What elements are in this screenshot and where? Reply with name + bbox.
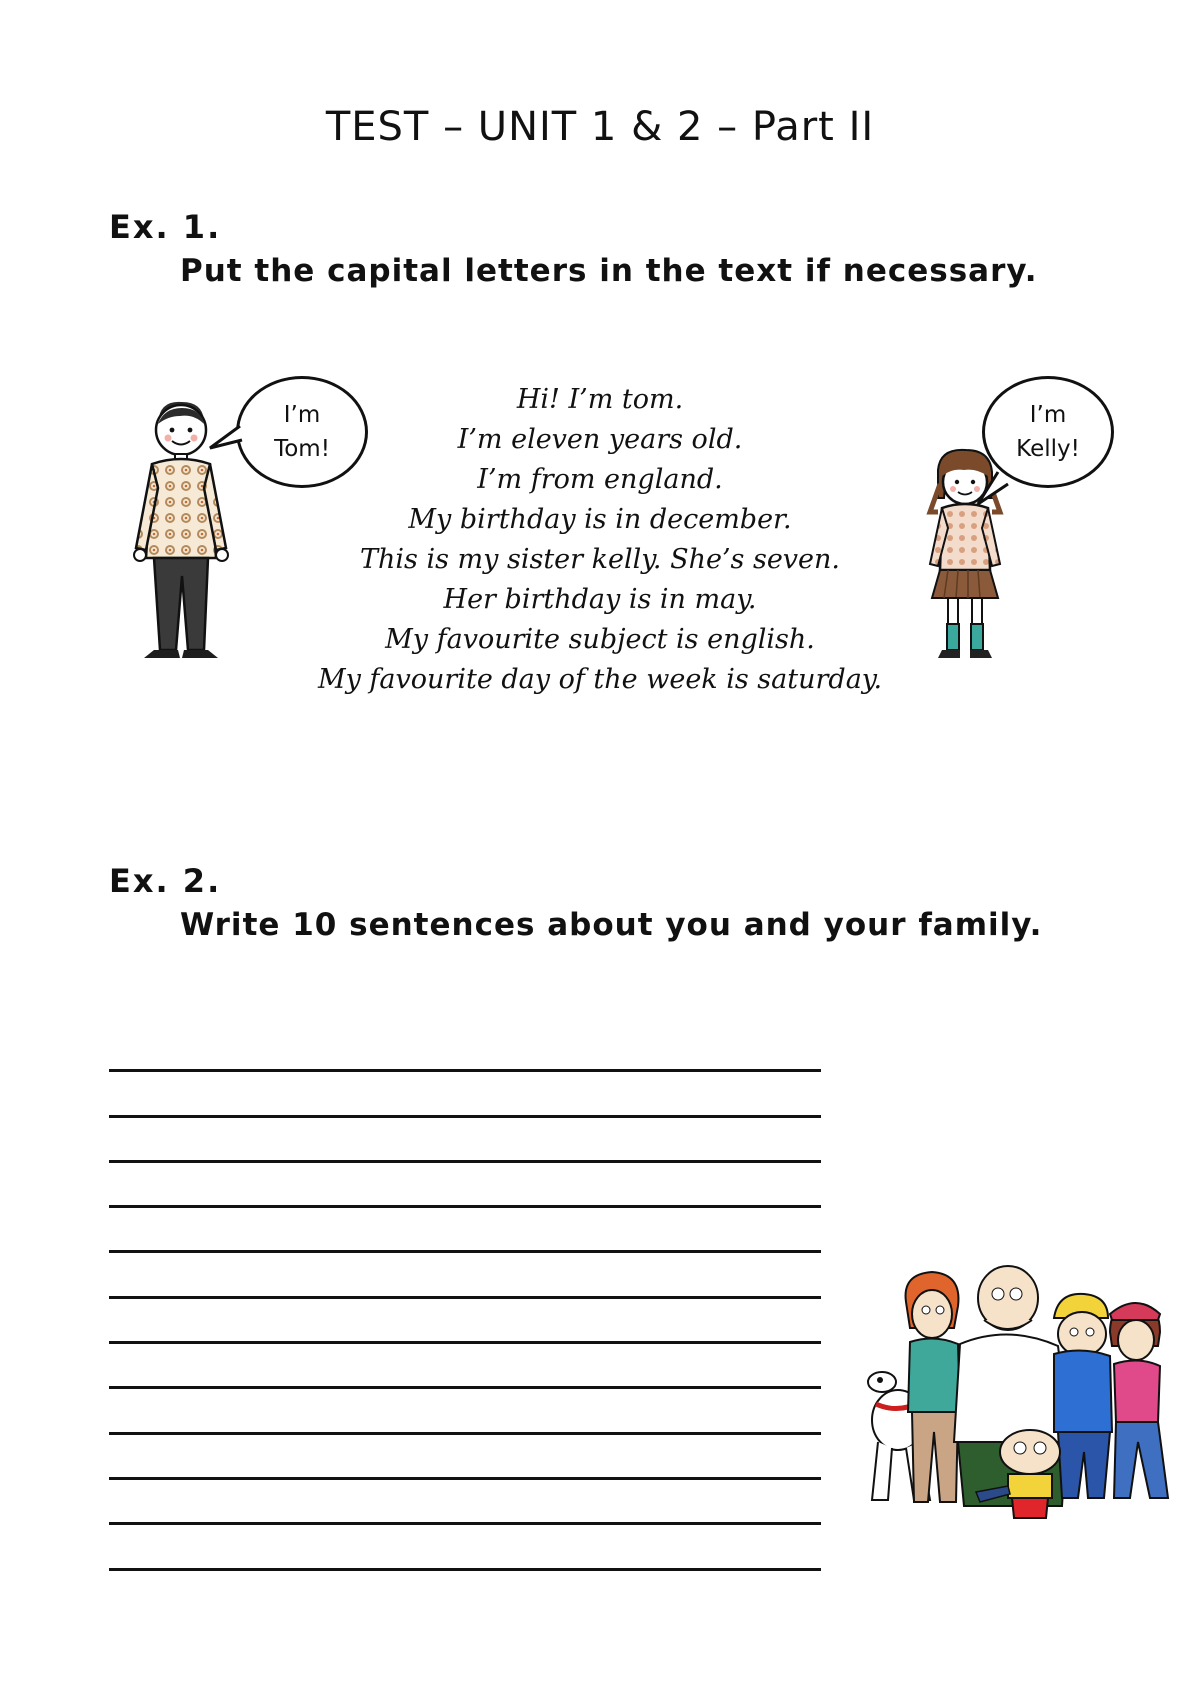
exercise-1-heading: Ex. 1. <box>109 208 222 246</box>
son-figure <box>1054 1294 1112 1498</box>
text-line: I’m eleven years old. <box>457 424 743 455</box>
family-illustration <box>858 1262 1178 1532</box>
exercise-2-heading: Ex. 2. <box>109 862 222 900</box>
answer-line[interactable] <box>109 1118 821 1163</box>
text-line: This is my sister kelly. She’s seven. <box>359 544 840 575</box>
exercise-1-instruction: Put the capital letters in the text if necessary. <box>180 253 1038 289</box>
text-line: My favourite day of the week is saturday. <box>317 664 883 695</box>
answer-line[interactable] <box>109 1072 821 1117</box>
text-line: I’m from england. <box>477 464 723 495</box>
answer-line[interactable] <box>109 1163 821 1208</box>
answer-line[interactable] <box>109 1299 821 1344</box>
answer-lines <box>109 1027 821 1571</box>
text-line: Hi! I’m tom. <box>516 384 684 415</box>
answer-line[interactable] <box>109 1435 821 1480</box>
tom-bubble-tail <box>206 424 246 454</box>
answer-line[interactable] <box>109 1344 821 1389</box>
answer-line[interactable] <box>109 1389 821 1434</box>
text-line: Her birthday is in may. <box>443 584 757 615</box>
kelly-bubble-line-1: I’m <box>1029 402 1067 428</box>
answer-line[interactable] <box>109 1525 821 1570</box>
text-line: My favourite subject is english. <box>385 624 815 655</box>
answer-line[interactable] <box>109 1208 821 1253</box>
answer-line[interactable] <box>109 1027 821 1072</box>
exercise-2-instruction: Write 10 sentences about you and your family. <box>180 907 1043 943</box>
answer-line[interactable] <box>109 1480 821 1525</box>
mother-figure <box>906 1272 960 1502</box>
kelly-bubble-line-2: Kelly! <box>1016 436 1080 462</box>
daughter-figure <box>1110 1303 1168 1498</box>
exercise-1-text <box>250 380 950 700</box>
text-line: My birthday is in december. <box>408 504 792 535</box>
page-title: TEST – UNIT 1 & 2 – Part II <box>325 104 875 150</box>
tom-bubble-line-1: I’m <box>283 402 321 428</box>
tom-bubble-line-2: Tom! <box>274 436 330 462</box>
answer-line[interactable] <box>109 1253 821 1298</box>
kelly-bubble-tail <box>972 470 1012 510</box>
